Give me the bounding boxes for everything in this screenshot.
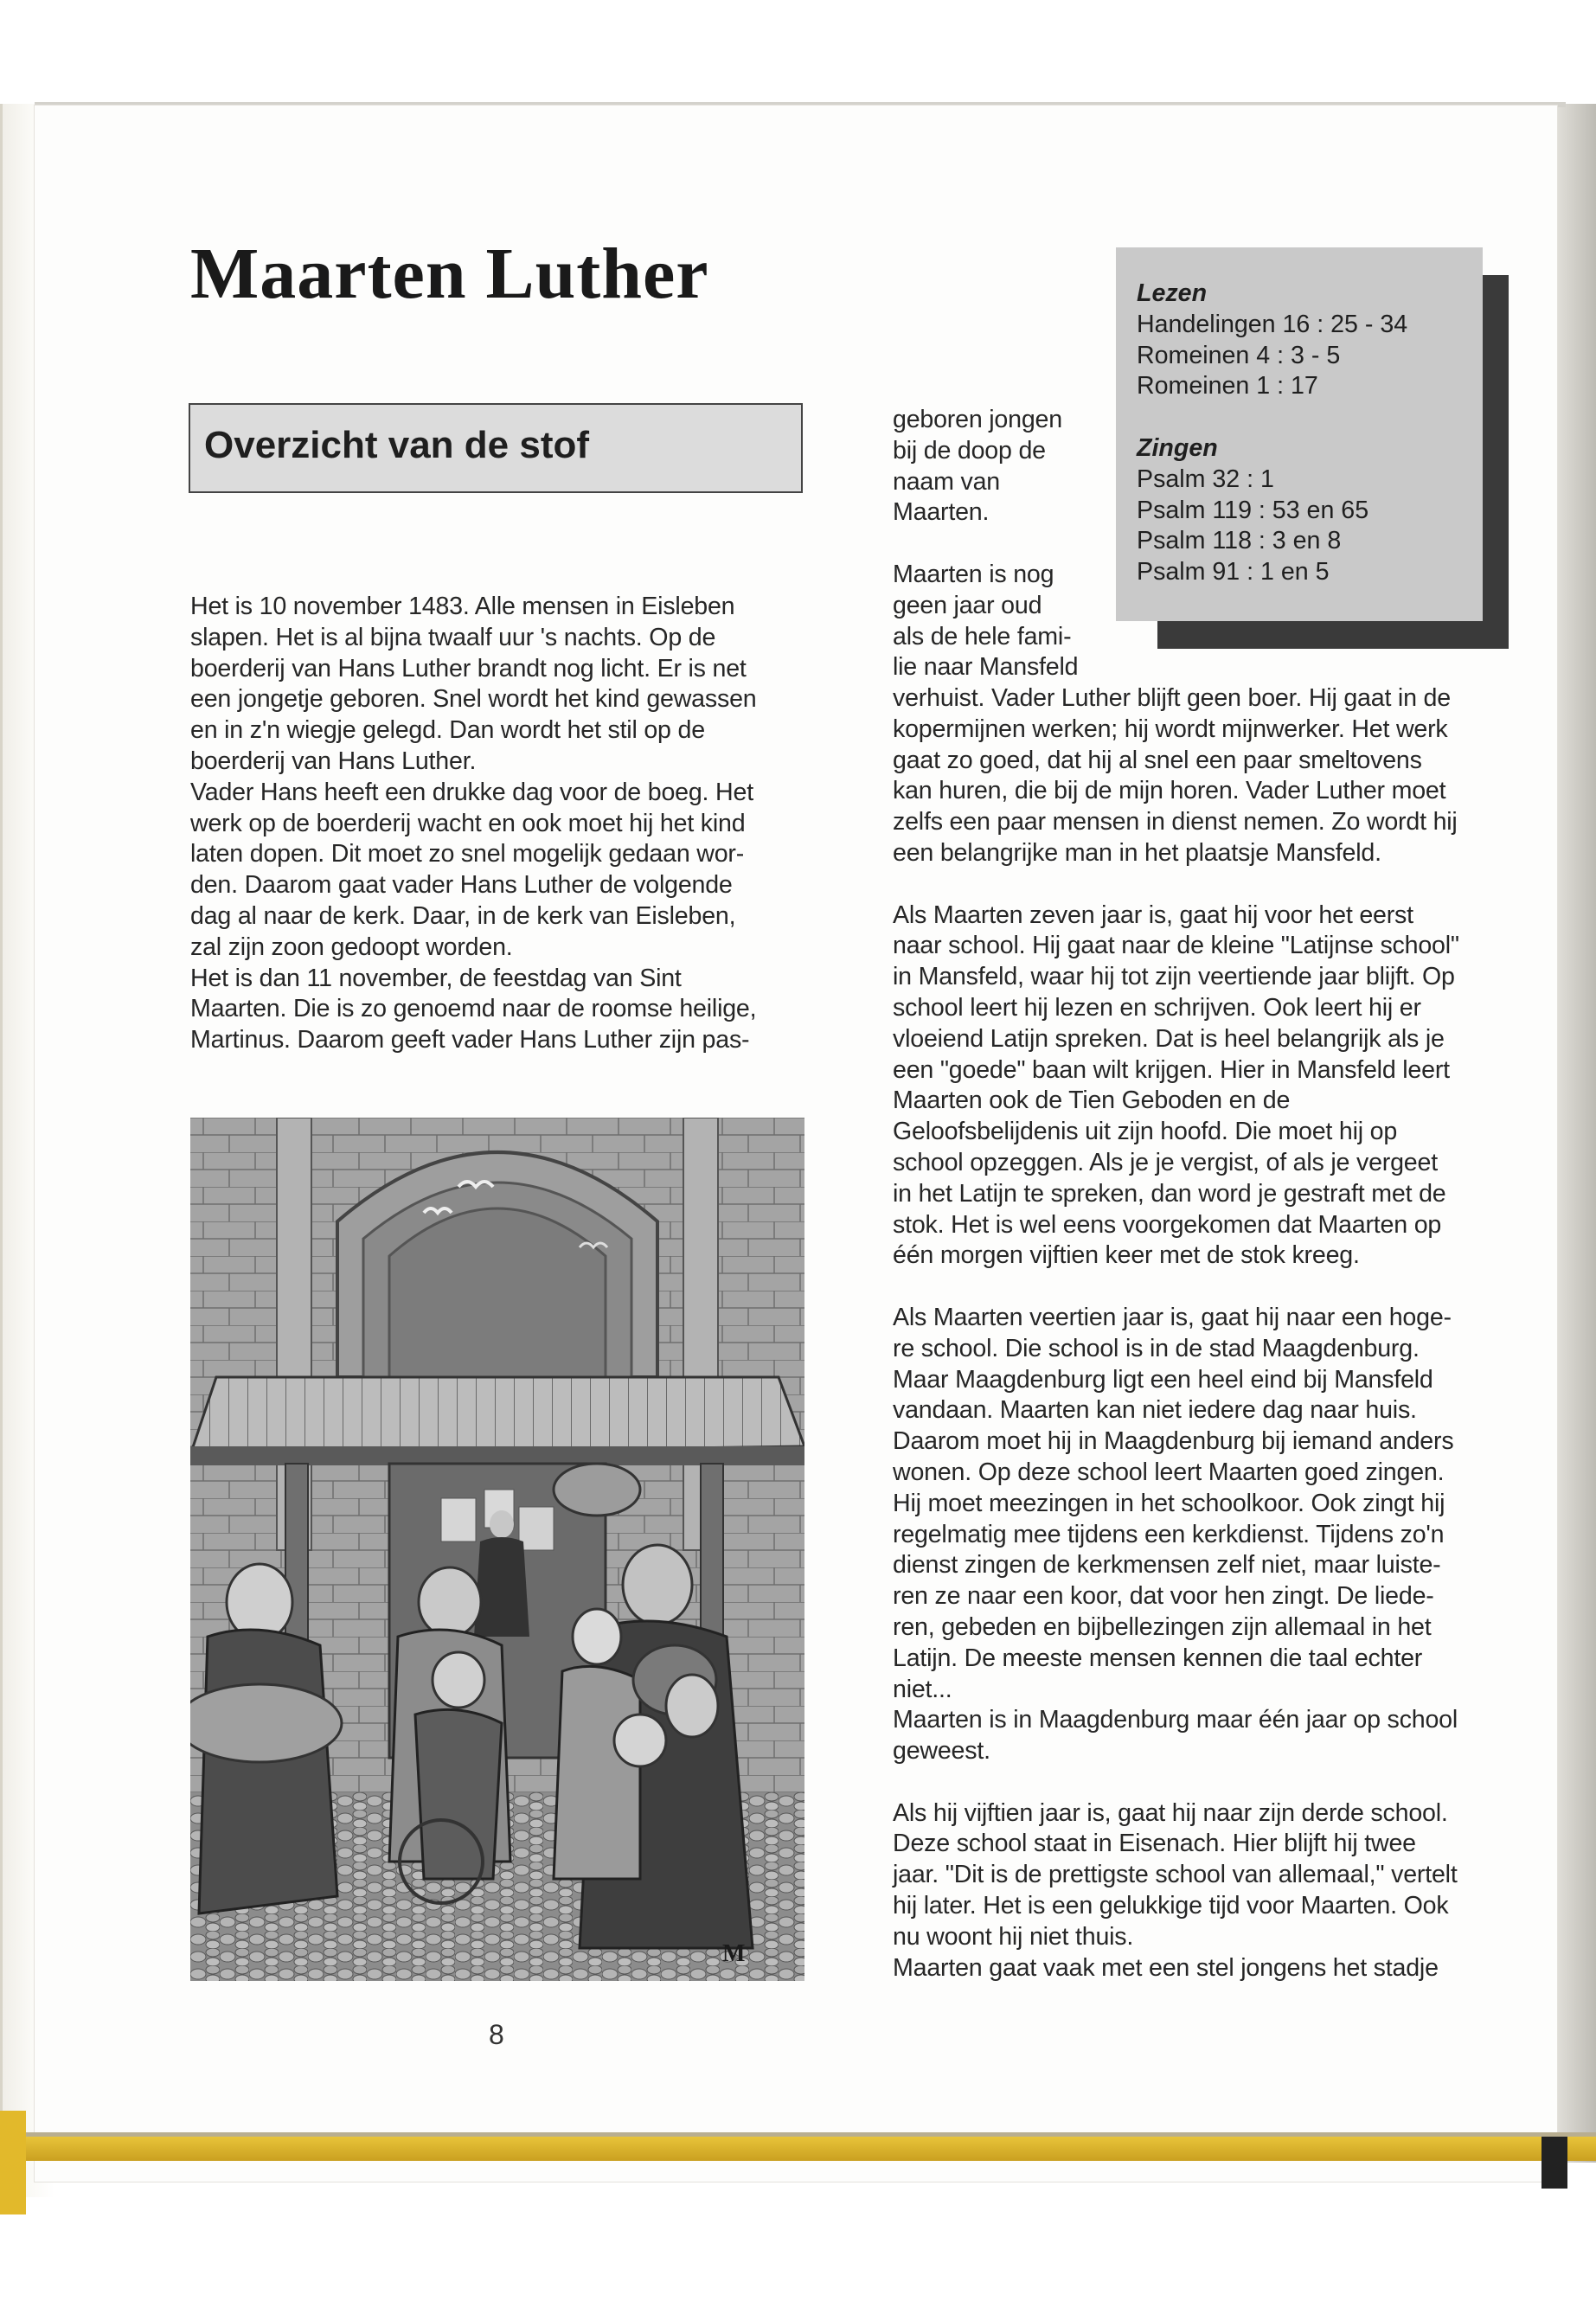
zingen-item: Psalm 32 : 1 [1137,465,1274,493]
text-line: geboren jongen [893,406,1062,433]
illustration-drawing [190,1118,804,1981]
text-line: boerderij van Hans Luther. [190,747,477,775]
reading-box [1116,247,1483,621]
text-line: nu woont hij niet thuis. [893,1922,1134,1951]
text-line: een jongetje geboren. Snel wordt het kind gewassen [190,685,757,714]
text-line: ren ze naar een koor, dat voor hen zingt. De liede- [893,1582,1434,1611]
text-line: boerderij van Hans Luther brandt nog licht. Er is net [190,654,747,683]
text-line: jaar. "Dit is de prettigste school van allemaal," vertelt [893,1861,1458,1889]
text-line: een "goede" baan wilt krijgen. Hier in Mansfeld leert [893,1055,1450,1084]
zingen-item: Psalm 119 : 53 en 65 [1137,496,1369,524]
narrow-column-text [893,405,1109,683]
lezen-heading: Lezen [1137,279,1208,307]
left-column-text [190,592,813,1056]
text-line: naam van [893,467,1000,496]
text-line: vandaan. Maarten kan niet iedere dag naar huis. [893,1396,1417,1425]
lezen-item: Romeinen 4 : 3 - 5 [1137,341,1341,369]
text-line: geweest. [893,1737,990,1766]
section-heading-box [189,403,803,493]
text-line: laten dopen. Dit moet zo snel mogelijk gedaan wor- [190,840,745,868]
text-line: geen jaar oud [893,591,1042,619]
text-line: Als hij vijftien jaar is, gaat hij naar zijn derde school. [893,1798,1448,1827]
text-line: school leert hij lezen en schrijven. Ook leert hij er [893,993,1421,1022]
text-line: naar school. Hij gaat naar de kleine "Latijnse school" [893,932,1459,960]
text-line: hij later. Het is een gelukkige tijd voor Maarten. Ook [893,1892,1449,1920]
text-line: re school. Die school is in de stad Maagdenburg. [893,1334,1420,1362]
text-line: Maar Maagdenburg ligt een heel eind bij Mansfeld [893,1365,1433,1394]
text-line: en in z'n wiegje gelegd. Dan wordt het stil op de [190,716,705,745]
text-line: Deze school staat in Eisenach. Hier blijft hij twee [893,1830,1416,1858]
text-line: zal zijn zoon gedoopt worden. [190,933,513,961]
text-line: een belangrijke man in het plaatsje Mansfeld. [893,838,1381,867]
text-line: ren, gebeden en bijbellezingen zijn allemaal in het [893,1612,1432,1641]
text-line: slapen. Het is al bijna twaalf uur 's nachts. Op de [190,623,716,651]
section-heading: Overzicht van de stof [204,424,590,466]
page-title: Maarten Luther [190,234,709,314]
text-line: dienst zingen de kerkmensen zelf niet, maar luiste- [893,1551,1441,1580]
text-line: kan huren, die bij de mijn horen. Vader Luther moet [893,777,1446,805]
text-line: Maarten. Die is zo genoemd naar de roomse heilige, [190,995,757,1023]
text-line: Latijn. De meeste mensen kennen die taal echter [893,1644,1423,1672]
text-line: school opzeggen. Als je je vergist, of als je vergeet [893,1148,1438,1176]
artist-monogram: M [722,1940,746,1967]
book-spine-corner [1542,2137,1567,2189]
text-line: lie naar Mansfeld [893,653,1079,682]
book-cover-gold-edge [0,2137,1596,2161]
text-line: zelfs een paar mensen in dienst nemen. Zo wordt hij [893,808,1458,836]
text-line: dag al naar de kerk. Daar, in de kerk van Eisleben, [190,901,736,930]
text-line: Maarten is nog [893,560,1054,588]
text-line: Het is 10 november 1483. Alle mensen in Eisleben [190,593,735,620]
text-line: Martinus. Daarom geeft vader Hans Luther zijn pas- [190,1026,750,1054]
zingen-item: Psalm 91 : 1 en 5 [1137,558,1330,586]
text-line: Maarten ook de Tien Geboden en de [893,1086,1291,1115]
text-line: in Mansfeld, waar hij tot zijn veertiende jaar blijft. Op [893,963,1455,991]
church-door-illustration [190,1118,804,1981]
text-line: stok. Het is wel eens voorgekomen dat Maarten op [893,1210,1442,1239]
text-line: Als Maarten veertien jaar is, gaat hij naar een hoge- [893,1303,1452,1331]
book-cover-gold-corner [0,2111,26,2214]
page-number: 8 [489,2019,504,2050]
text-line: Geloofsbelijdenis uit zijn hoofd. Die moet hij op [893,1118,1398,1146]
zingen-item: Psalm 118 : 3 en 8 [1137,527,1342,555]
text-line: wonen. Op deze school leert Maarten goed zingen. [893,1458,1445,1486]
text-line: Het is dan 11 november, de feestdag van Sint [190,964,682,992]
text-line: één morgen vijftien keer met de stok kreeg. [893,1241,1360,1270]
zingen-heading: Zingen [1137,433,1218,462]
text-line: werk op de boerderij wacht en ook moet hij het kind [190,809,746,837]
text-line: Daarom moet hij in Maagdenburg bij iemand anders [893,1427,1454,1456]
right-column-text [893,683,1516,1984]
text-line: in het Latijn te spreken, dan word je gestraft met de [893,1179,1446,1208]
text-line: gaat zo goed, dat hij al snel een paar smeltovens [893,746,1422,774]
text-line: Maarten gaat vaak met een stel jongens het stadje [893,1953,1439,1982]
text-line: Vader Hans heeft een drukke dag voor de boeg. Het [190,778,753,806]
text-line: Als Maarten zeven jaar is, gaat hij voor het eerst [893,901,1413,929]
text-line: als de hele fami- [893,622,1072,651]
text-line: kopermijnen werken; hij wordt mijnwerker. Het werk [893,715,1448,743]
lezen-item: Romeinen 1 : 17 [1137,372,1318,401]
text-line: verhuist. Vader Luther blijft geen boer. Hij gaat in de [893,684,1451,712]
text-line: Maarten is in Maagdenburg maar één jaar op school [893,1706,1458,1734]
text-line: Maarten. [893,498,990,527]
text-line: den. Daarom gaat vader Hans Luther de volgende [190,871,733,900]
text-line: vloeiend Latijn spreken. Dat is heel belangrijk als je [893,1024,1445,1053]
text-line: bij de doop de [893,436,1046,465]
text-line: Hij moet meezingen in het schoolkoor. Ook zingt hij [893,1489,1445,1517]
lezen-item: Handelingen 16 : 25 - 34 [1137,310,1408,338]
text-line: niet... [893,1675,952,1703]
book-right-edge [1557,104,1596,2163]
text-line: regelmatig mee tijdens een kerkdienst. Tijdens zo'n [893,1520,1445,1548]
